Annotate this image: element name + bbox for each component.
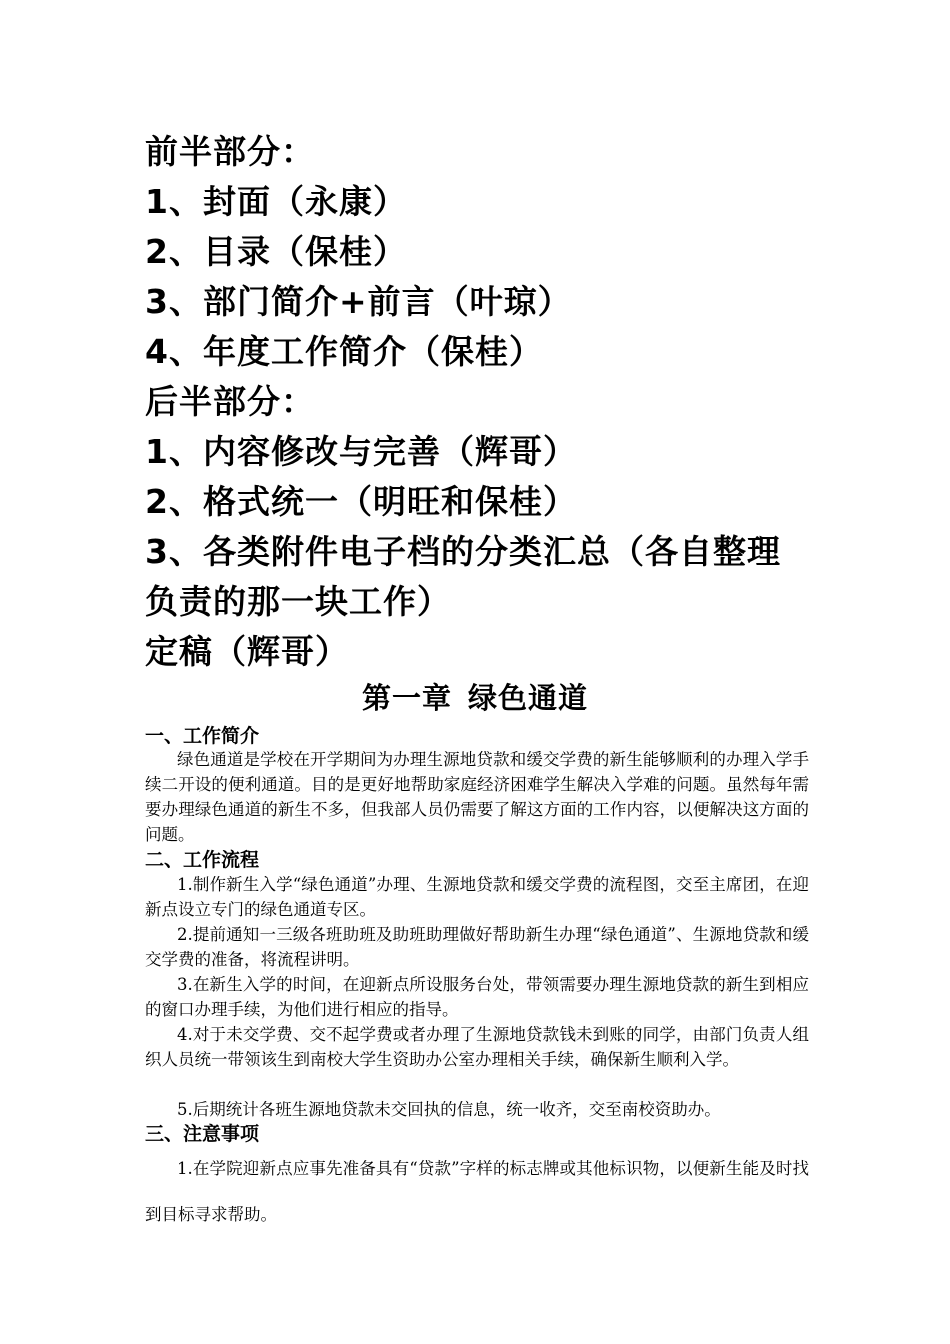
section-intro-title: 一、工作简介 [145, 725, 260, 747]
front-item-toc: 2、目录（保桂） [145, 232, 407, 271]
back-item-revise: 1、内容修改与完善（辉哥） [145, 432, 577, 471]
front-item-cover: 1、封面（永康） [145, 182, 407, 221]
process-step-2: 2.提前通知一三级各班助班及助班助理做好帮助新生办理“绿色通道”、生源地贷款和缓交学费的准备，将流程讲明。 [145, 925, 809, 969]
process-step-4: 4.对于未交学费、交不起学费或者办理了生源地贷款钱未到账的同学，由部门负责人组织人员统一带领该生到南校大学生资助办公室办理相关手续，确保新生顺利入学。 [145, 1025, 809, 1069]
chapter-number: 第一章 [361, 681, 452, 715]
back-item-format: 2、格式统一（明旺和保桂） [145, 482, 577, 521]
section-process-title: 二、工作流程 [145, 849, 260, 871]
final-draft: 定稿（辉哥） [145, 632, 349, 671]
back-item-attachments: 3、各类附件电子档的分类汇总（各自整理 [145, 532, 781, 571]
front-item-intro: 3、部门简介+前言（叶琼） [145, 282, 572, 321]
process-step-5: 5.后期统计各班生源地贷款未交回执的信息，统一收齐，交至南校资助办。 [177, 1100, 721, 1119]
process-step-1: 1.制作新生入学“绿色通道”办理、生源地贷款和缓交学费的流程图，交至主席团，在迎新点设立专门的绿色通道专区。 [145, 875, 809, 919]
chapter-title [0, 678, 950, 718]
section-intro-body: 绿色通道是学校在开学期间为办理生源地贷款和缓交学费的新生能够顺利的办理入学手续二开设的便利通道。目的是更好地帮助家庭经济困难学生解决入学难的问题。虽然每年需要办理绿色通道的新生不多，但我部人员仍需要了解这方面的工作内容，以便解决这方面的问题。 [145, 750, 809, 844]
back-half-heading: 后半部分： [145, 382, 315, 421]
front-half-heading: 前半部分： [145, 132, 315, 171]
chapter-name: 绿色通道 [468, 681, 589, 715]
back-item-attachments-cont: 负责的那一块工作） [145, 582, 451, 621]
note-item-1: 1.在学院迎新点应事先准备具有“贷款”字样的标志牌或其他标识物，以便新生能及时找到目标寻求帮助。 [145, 1159, 809, 1224]
process-step-3: 3.在新生入学的时间，在迎新点所设服务台处，带领需要办理生源地贷款的新生到相应的窗口办理手续，为他们进行相应的指导。 [145, 975, 809, 1019]
front-item-annual: 4、年度工作简介（保桂） [145, 332, 543, 371]
section-notes-title: 三、注意事项 [145, 1123, 260, 1145]
